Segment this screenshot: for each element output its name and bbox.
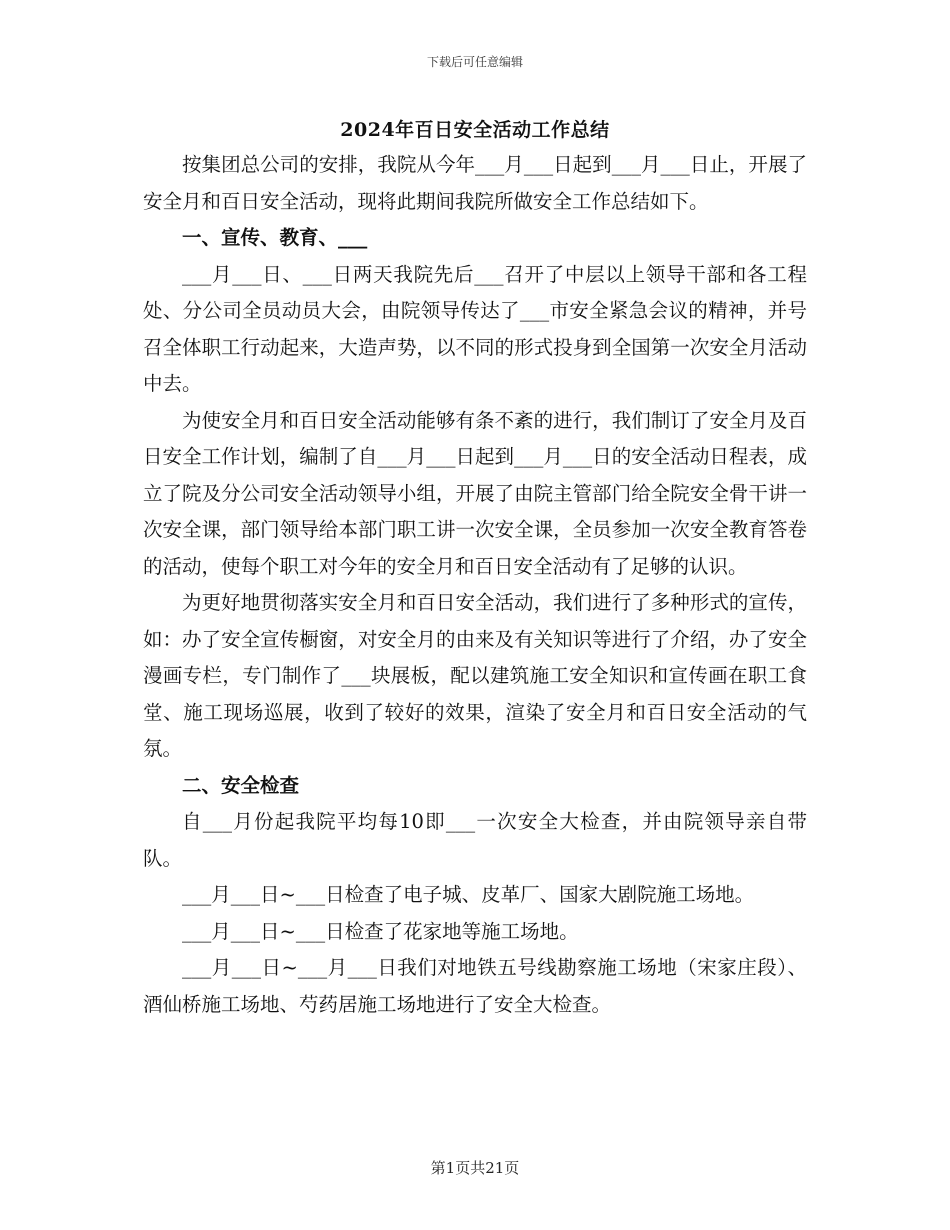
document-title: 2024年百日安全活动工作总结 [340, 119, 610, 141]
page-number-footer: 第1页共21页 [430, 1159, 520, 1177]
document-body [143, 147, 807, 1023]
body-paragraph: ___月___日~___日检查了电子城、皮革厂、国家大剧院施工场地。 [182, 883, 755, 906]
body-paragraph: ___月___日~___月___日我们对地铁五号线勘察施工场地（宋家庄段）、酒仙桥施工场地、芍药居施工场地进行了安全大检查。 [143, 956, 807, 1016]
body-paragraph: 为更好地贯彻落实安全月和百日安全活动，我们进行了多种形式的宣传，如：办了安全宣传橱窗，对安全月的由来及有关知识等进行了介绍，办了安全漫画专栏，专门制作了___块展板，配以建筑施工安全知识和宣传画在职工食堂、施工现场巡展，收到了较好的效果，渲染了安全月和百日安全活动的气氛。 [143, 591, 807, 760]
section-heading-publicity: 一、宣传、教育、___ [182, 226, 368, 249]
body-paragraph: 为使安全月和百日安全活动能够有条不紊的进行，我们制订了安全月及百日安全工作计划，编制了自___月___日起到___月___日的安全活动日程表，成立了院及分公司安全活动领导小组，开展了由院主管部门给全院安全骨干讲一次安全课，部门领导给本部门职工讲一次安全课，全员参加一次安全教育答卷的活动，使每个职工对今年的安全月和百日安全活动有了足够的认识。 [143, 408, 807, 578]
header-note: 下载后可任意编辑 [426, 55, 523, 69]
section-heading-inspection: 二、安全检查 [182, 773, 300, 797]
body-paragraph: ___月___日~___日检查了花家地等施工场地。 [182, 919, 579, 943]
body-paragraph: 自___月份起我院平均每10即___一次安全大检查，并由院领导亲自带队。 [143, 810, 807, 870]
intro-paragraph: 按集团总公司的安排，我院从今年___月___日起到___月___日止，开展了安全月和百日安全活动，现将此期间我院所做安全工作总结如下。 [143, 153, 807, 213]
body-paragraph: ___月___日、___日两天我院先后___召开了中层以上领导干部和各工程处、分公司全员动员大会，由院领导传达了___市安全紧急会议的精神，并号召全体职工行动起来，大造声势，以不同的形式投身到全国第一次安全月活动中去。 [143, 262, 807, 395]
